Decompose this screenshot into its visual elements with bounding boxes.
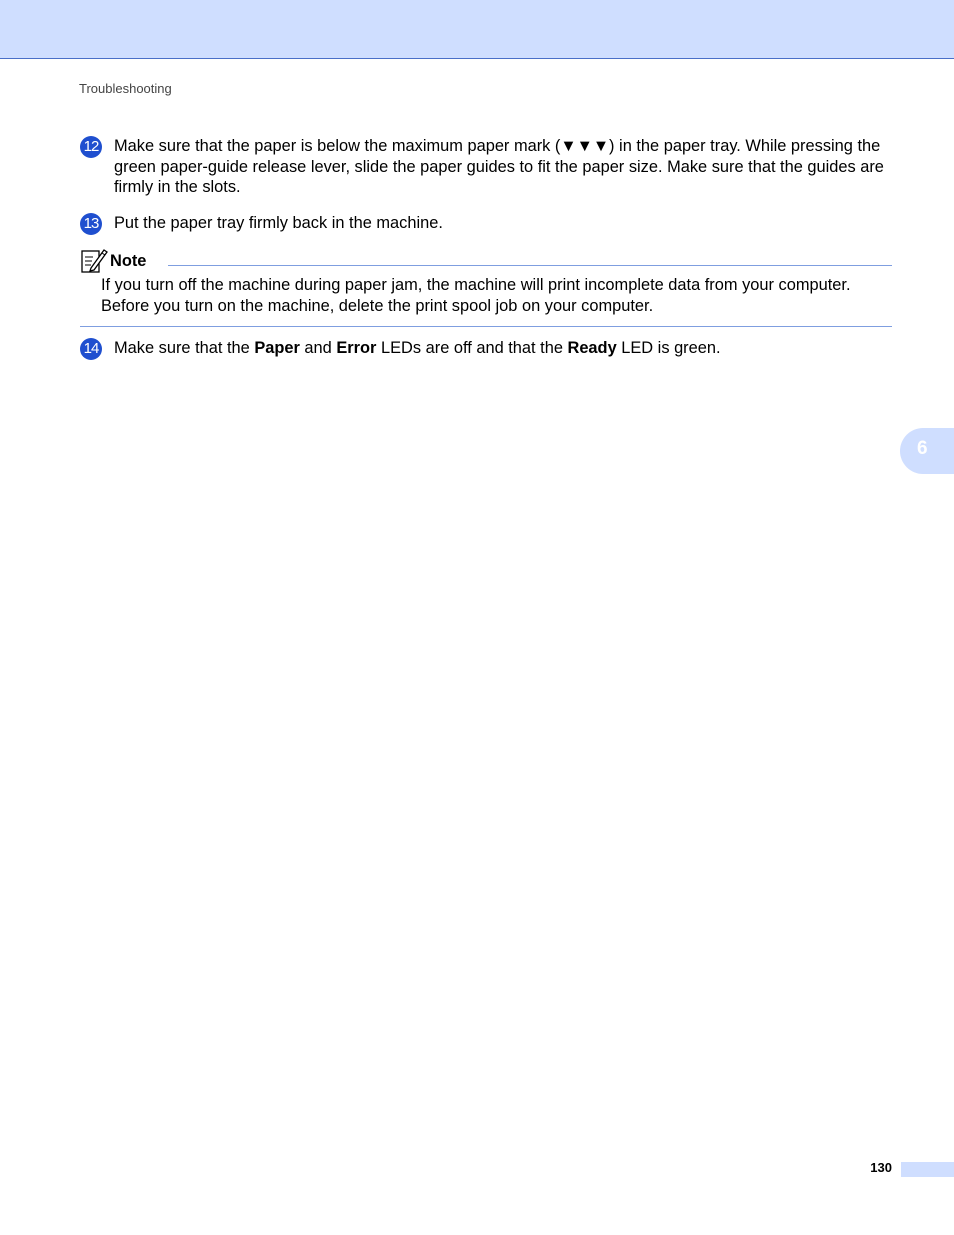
breadcrumb: Troubleshooting — [79, 81, 172, 96]
step-number-badge: 12 — [80, 136, 102, 158]
chapter-tab[interactable] — [900, 428, 954, 474]
step-text: Make sure that the paper is below the maximum paper mark (▼▼▼) in the paper tray. While pressing the green paper-guide release lever, slide the paper guides to fit the paper size. Make sure that the guides are firmly in the slots. — [114, 137, 884, 196]
step-text-segment: LEDs are off and that the — [376, 339, 568, 357]
footer-bar — [901, 1162, 954, 1177]
note-box — [80, 245, 892, 327]
paper-led-label: Paper — [254, 339, 300, 357]
header-band — [0, 0, 954, 59]
note-text: If you turn off the machine during paper jam, the machine will print incomplete data from your computer. Before you turn on the machine, delete the print spool job on your computer. — [101, 276, 851, 315]
step-text — [114, 338, 884, 359]
chapter-number: 6 — [917, 438, 928, 459]
note-label: Note — [110, 252, 147, 270]
note-pencil-icon — [80, 246, 108, 274]
ready-led-label: Ready — [567, 339, 617, 357]
step-text-segment: Make sure that the — [114, 339, 255, 357]
step-text-segment: LED is green. — [616, 339, 721, 357]
error-led-label: Error — [336, 339, 377, 357]
step-number-badge: 14 — [80, 338, 102, 360]
step-number-badge: 13 — [80, 213, 102, 235]
step-text-segment: and — [299, 339, 337, 357]
note-divider — [168, 265, 892, 266]
step-text: Put the paper tray firmly back in the machine. — [114, 214, 443, 232]
page-number: 130 — [870, 1160, 892, 1175]
